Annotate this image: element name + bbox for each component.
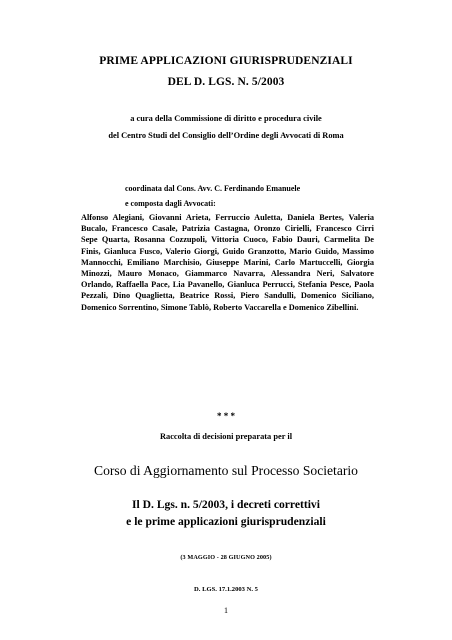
course-dates: (3 MAGGIO - 28 GIUGNO 2005) (180, 554, 272, 561)
lawyers-line: Alfonso Alegiani, Giovanni Arieta, Ferruccio Auletta, Daniela Bertes, Valeria (81, 213, 374, 222)
curated-by-line-2: del Centro Studi del Consiglio dell’Ordine degli Avvocati di Roma (108, 131, 344, 140)
page-footer: D. LGS. 17.1.2003 N. 5 (194, 586, 258, 593)
lawyers-line: Orlando, Raffaella Pace, Lia Pavanello, Gianluca Perrucci, Stefania Pesce, Paola (81, 280, 374, 290)
composed-by-line: e composta dagli Avvocati: (125, 199, 216, 208)
section-separator: * * * (217, 411, 235, 421)
title-line-2: DEL D. LGS. N. 5/2003 (167, 76, 285, 88)
subtitle-line-1: Il D. Lgs. n. 5/2003, i decreti correttivi (132, 498, 320, 511)
coordinator-line: coordinata dal Cons. Avv. C. Ferdinando Emanuele (125, 184, 301, 193)
lawyers-line: Bucalo, Francesco Casale, Patrizia Castagna, Oronzo Cirielli, Francesco Cirri (81, 224, 374, 234)
page-number: 1 (224, 606, 228, 615)
lawyers-line: Minozzi, Mauro Monaco, Giammarco Navarra, Alessandra Neri, Salvatore (81, 269, 374, 279)
lawyers-line: Mannocchi, Emiliano Marchisio, Giuseppe Marini, Carlo Martuccelli, Giorgia (81, 257, 374, 267)
lawyers-line: Finis, Gianluca Fusco, Valerio Giorgi, Guido Granzotto, Mario Guido, Massimo (81, 246, 374, 256)
collection-note: Raccolta di decisioni preparata per il (159, 432, 293, 441)
lawyers-line: Sepe Quarta, Rosanna Cozzupoli, Vittoria Cuoco, Fabio Dauri, Carmelita De (81, 235, 374, 245)
curated-by-line-1: a cura della Commissione di diritto e procedura civile (130, 114, 322, 123)
title-line-1: PRIME APPLICAZIONI GIURISPRUDENZIALI (99, 55, 353, 67)
lawyers-list (81, 212, 374, 313)
lawyers-line: Pezzali, Dino Quaglietta, Beatrice Rossi, Piero Sandulli, Domenico Siciliano, (81, 291, 374, 301)
course-title: Corso di Aggiornamento sul Processo Societario (94, 463, 358, 478)
subtitle-line-2: e le prime applicazioni giurisprudenziali (126, 515, 326, 528)
lawyers-line: Domenico Sorrentino, Simone Tablò, Roberto Vaccarella e Domenico Zibellini. (81, 302, 359, 312)
